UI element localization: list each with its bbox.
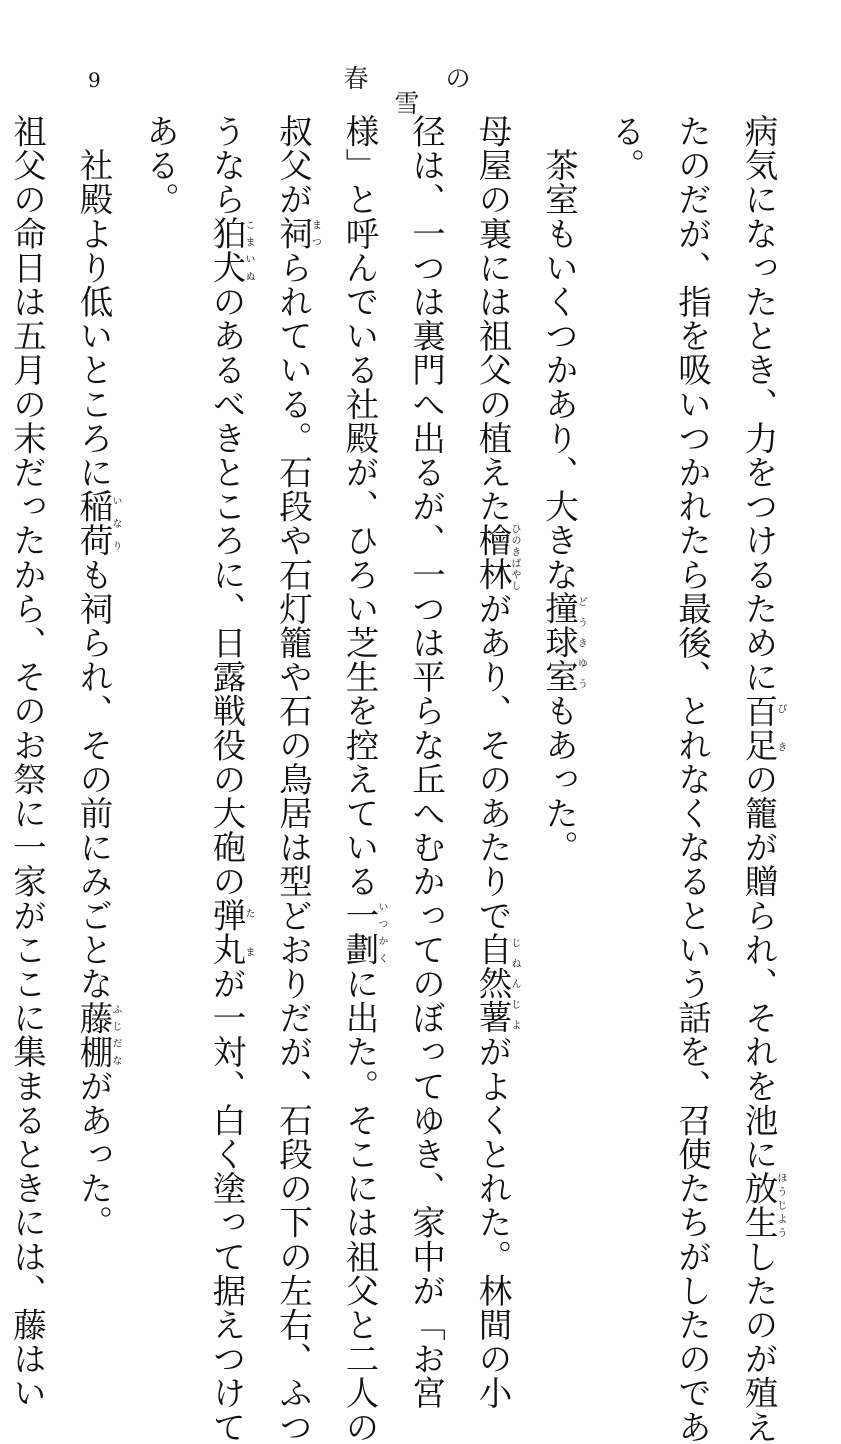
ruby-word: 自然薯じねんじよ — [473, 932, 520, 1035]
text-line: うなら狛犬こまいぬのあるべきところに、日露戦役の大砲の弾丸たまが一対、白く塗って据えつけて — [207, 114, 254, 1444]
text-line: 茶室もいくつかあり、大きな撞球室どうきゆうもあった。 — [539, 148, 587, 865]
ruby-word: 稲荷いなり — [74, 489, 121, 558]
text-line: 叔父が祠まつられている。石段や石灯籠や石の鳥居は型どおりだが、石段の下の左右、ふつ — [273, 114, 321, 1444]
body-text — [0, 114, 791, 1444]
ruby-word: 撞球室どうきゆう — [539, 591, 587, 694]
text-line: る。 — [606, 114, 645, 183]
ruby-word: 百足ぴき — [739, 693, 786, 762]
ruby-word: 一劃いつかく — [340, 898, 387, 967]
ruby-word: 祠まつ — [273, 216, 321, 251]
text-line: ある。 — [140, 114, 180, 217]
text-line: 径は、一つは裏門へ出るが、一つは平らな丘へむかってのぼってゆき、家中が「お宮 — [406, 114, 446, 1410]
ruby-word: 藤棚ふじだな — [74, 1000, 121, 1069]
page-number: 9 — [88, 68, 101, 92]
text-line: 社殿より低いところに稲荷いなりも祠られ、その前にみごとな藤棚ふじだながあった。 — [74, 148, 121, 1240]
running-title: 春 の 雪 — [343, 64, 548, 118]
ruby-word: 狛犬こまいぬ — [207, 216, 254, 285]
text-line: たのだが、指を吸いつかれたら最後、とれなくなるという話を、召使たちがしたのであ — [672, 114, 712, 1444]
ruby-word: 放生ほうじよう — [739, 1171, 786, 1240]
text-line: 祖父の命日は五月の末だったから、そのお祭に一家がここに集まるときには、藤はい — [7, 114, 47, 1410]
ruby-word: 檜林ひのきばやし — [473, 523, 520, 592]
text-line: 母屋の裏には祖父の植えた檜林ひのきばやしがあり、そのあたりで自然薯じねんじよがよくとれた。林間の小 — [473, 114, 520, 1410]
text-line: 病気になったとき、力をつけるために百足ぴきの籠が贈られ、それを池に放生ほうじようしたのが殖え — [739, 114, 786, 1444]
ruby-word: 弾丸たま — [207, 898, 254, 967]
text-line: 様」と呼んでいる社殿が、ひろい芝生を控えている一劃いつかくに出た。そこには祖父と二人の — [340, 114, 387, 1444]
